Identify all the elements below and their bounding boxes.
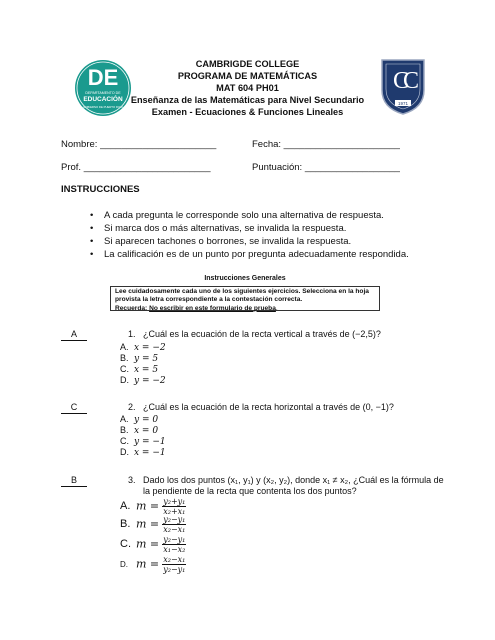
fraction-numerator: y₂−y₁ (163, 535, 186, 544)
option (120, 436, 166, 447)
answer-blank: C (61, 402, 87, 414)
option-text: x = −2 (134, 343, 166, 353)
fraction-numerator: y₂−y₁ (163, 515, 186, 524)
option-label: A. (120, 414, 129, 424)
college-name: CAMBRIGDE COLLEGE (195, 59, 300, 69)
option (120, 515, 186, 534)
instruction-item: • Si marca dos o más alternativas, se invalida la respuesta. (104, 223, 346, 234)
instruction-item: • La calificación es de un punto por pregunta adecuadamente respondida. (104, 249, 409, 260)
answer-blank: A (61, 329, 87, 341)
option-text: x = 5 (134, 365, 159, 375)
general-instructions-text: Lee cuidadosamente cada uno de los siguientes ejercicios. Selecciona en la hoja provista la letra correspondiente a la contestación correcta. (115, 288, 369, 304)
option (120, 375, 166, 386)
option-label: C. (120, 436, 129, 446)
option-text: y = 5 (134, 354, 159, 364)
option-label: A. (120, 342, 129, 352)
reminder-text: No escribir en este formulario de prueba (149, 304, 276, 312)
answer-blank: B (61, 475, 87, 487)
de-logo-line2: EDUCACIÓN (83, 96, 123, 103)
option (120, 342, 166, 353)
option-text: x = −1 (134, 448, 166, 458)
instruction-item: • A cada pregunta le corresponde solo una alternativa de respuesta. (104, 210, 384, 221)
option-label: A. (120, 500, 131, 513)
option (120, 353, 158, 364)
fraction-numerator: y₂+y₁ (163, 497, 186, 506)
option-lhs: m = (136, 517, 160, 531)
general-instructions-box: Lee cuidadosamente cada uno de los siguientes ejercicios. Selecciona en la hoja provista la letra correspondiente a la contestación correcta. Recuerda: No escribir en este formulario de prueba. (110, 286, 380, 311)
fecha-field: Fecha: ______________________ (252, 139, 400, 150)
option-label: B. (120, 425, 129, 435)
puntuacion-field: Puntuación: __________________ (252, 162, 400, 173)
de-logo-line1: DEPARTAMENTO DE (85, 91, 121, 95)
option-label: C. (120, 538, 131, 551)
crest-letters: CC (392, 68, 413, 94)
option-lhs: m = (136, 499, 160, 513)
slope-fraction (162, 515, 186, 534)
option (120, 555, 186, 574)
instructions-heading: INSTRUCCIONES (61, 184, 140, 195)
question-text-line2: la pendiente de la recta que contenta los dos puntos? (143, 486, 357, 496)
option-label: D. (120, 560, 128, 570)
fraction-numerator: x₂−x₁ (163, 555, 186, 564)
slope-fraction (162, 497, 186, 516)
option (120, 425, 158, 436)
de-logo (75, 60, 131, 116)
option-lhs: m = (136, 557, 160, 571)
fraction-denominator: y₂−y₁ (163, 565, 186, 574)
question-number: 1. (128, 329, 136, 339)
option (120, 535, 186, 554)
option-label: D. (120, 375, 129, 385)
fraction-denominator: x₁−x₂ (163, 545, 186, 554)
de-logo-line3: GOBIERNO DE PUERTO RICO (83, 105, 123, 109)
question-text: ¿Cuál es la ecuación de la recta vertical a través de (−2,5)? (143, 329, 381, 339)
general-instructions-title: Instrucciones Generales (204, 275, 286, 282)
nombre-field: Nombre: ______________________ (61, 139, 217, 150)
option (120, 447, 166, 458)
de-logo-letters: DE (87, 65, 119, 90)
slope-fraction (162, 535, 186, 554)
question-number: 3. (128, 475, 136, 485)
course-subject: Enseñanza de las Matemáticas para Nivel Secundario (130, 95, 365, 105)
question-text: ¿Cuál es la ecuación de la recta horizontal a través de (0, −1)? (143, 402, 394, 412)
option-text: y = −2 (134, 376, 166, 386)
option-text: x = 0 (134, 426, 159, 436)
option-text: y = −1 (134, 437, 166, 447)
option-text: y = 0 (134, 415, 159, 425)
option-lhs: m = (136, 537, 160, 551)
option (120, 364, 158, 375)
option-label: C. (120, 364, 129, 374)
program-name: PROGRAMA DE MATEMÁTICAS (177, 71, 318, 81)
cambridge-crest (380, 58, 426, 116)
option-label: B. (120, 353, 129, 363)
fraction-denominator: x₂+x₁ (163, 507, 186, 516)
exam-title: Examen - Ecuaciones & Funciones Lineales (151, 107, 344, 117)
option-label: B. (120, 518, 131, 531)
option (120, 497, 186, 516)
reminder-label: Recuerda: (115, 304, 150, 312)
question-text-line1: Dado los dos puntos (x₁, y₁) y (x₂, y₂), donde x₁ ≠ x₂, ¿Cuál es la fórmula de (143, 475, 444, 485)
slope-fraction (162, 555, 186, 574)
option-label: D. (120, 447, 129, 457)
option (120, 414, 158, 425)
question-number: 2. (128, 402, 136, 412)
course-code: MAT 604 PH01 (216, 83, 279, 93)
instruction-item: • Si aparecen tachones o borrones, se invalida la respuesta. (104, 236, 351, 247)
crest-year: 1971 (397, 100, 408, 106)
fraction-denominator: x₂−x₁ (163, 525, 186, 534)
prof-field: Prof. ________________________ (61, 162, 211, 173)
